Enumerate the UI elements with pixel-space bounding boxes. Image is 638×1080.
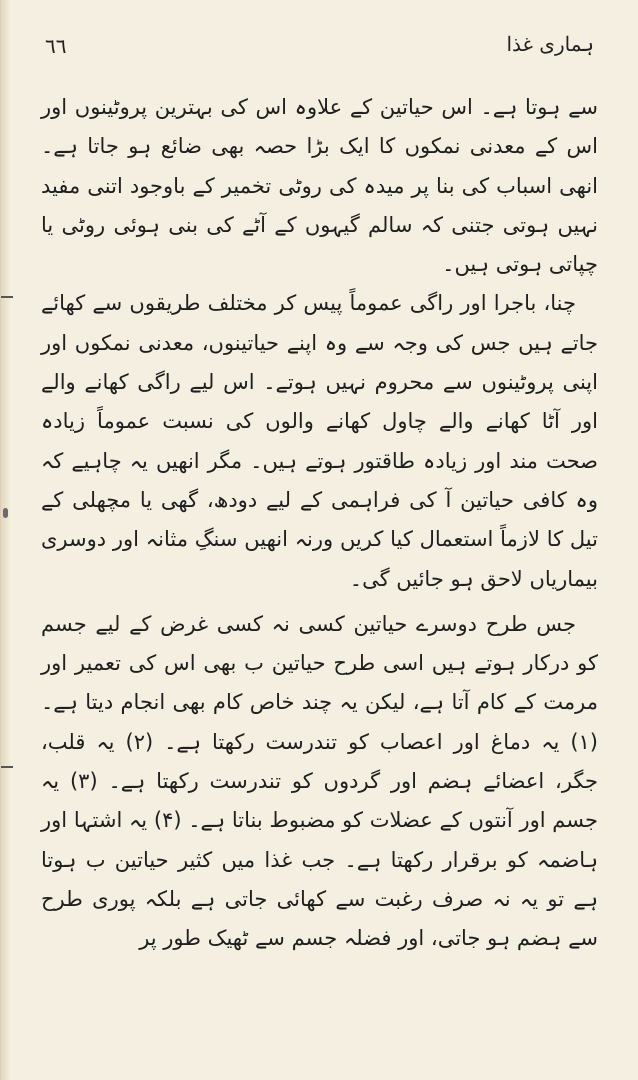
paragraph: چنا، باجرا اور راگی عموماً پیس کر مختلف طریقوں سے کھائے جاتے ہیں جس کی وجہ سے وہ اپنے حیاتینوں، معدنی نمکوں اور اپنی پروٹینوں سے محروم نہیں ہوتے۔ اس لیے راگی کھانے والے اور آٹا کھانے والے چاول کھانے والوں کی نسبت عموماً زیادہ صحت مند اور زیادہ طاقتور ہوتے ہیں۔ مگر انھیں یہ چاہیے کہ وہ کافی حیاتین آ کی فراہمی کے لیے دودھ، گھی یا مچھلی کے تیل کا لازماً استعمال کیا کریں ورنہ انھیں سنگِ مثانہ اور دوسری بیماریاں لاحق ہو جائیں گی۔ [41, 291, 598, 591]
page-edge-shadow [1, 0, 11, 1080]
body-text [41, 88, 598, 959]
page-number: ٦٦ [45, 34, 67, 58]
page-header [45, 26, 594, 66]
binding-hole [3, 508, 8, 518]
paragraph: سے ہوتا ہے۔ اس حیاتین کے علاوہ اس کی بہترین پروٹینوں اور اس کے معدنی نمکوں کا ایک بڑا حصہ بھی ضائع ہو جاتا ہے۔ انھی اسباب کی بنا پر میدہ کی روٹی تخمیر کے باوجود اتنی مفید نہیں ہوتی جتنی کہ سالم گیہوں کے آٹے کی بنی ہوئی روٹی یا چپاتی ہوتی ہیں۔ [41, 95, 598, 277]
binding-mark [1, 296, 13, 298]
running-title: ہماری غذا [506, 32, 594, 56]
paragraph: جس طرح دوسرے حیاتین کسی نہ کسی غرض کے لیے جسم کو درکار ہوتے ہیں اسی طرح حیاتین ب بھی اس کی تعمیر اور مرمت کے کام آتا ہے، لیکن یہ چند خاص کام بھی انجام دیتا ہے۔ (۱) یہ دماغ اور اعصاب کو تندرست رکھتا ہے۔ (۲) یہ قلب، جگر، اعضائے ہضم اور گردوں کو تندرست رکھتا ہے۔ (۳) یہ جسم اور آنتوں کے عضلات کو مضبوط بناتا ہے۔ (۴) یہ اشتہا اور ہاضمہ کو برقرار رکھتا ہے۔ جب غذا میں کثیر حیاتین ب ہوتا ہے تو یہ نہ صرف رغبت سے کھائی جاتی ہے بلکہ پوری طرح سے ہضم ہو جاتی، اور فضلہ جسم سے ٹھیک طور پر [41, 611, 598, 951]
binding-mark [1, 766, 13, 768]
